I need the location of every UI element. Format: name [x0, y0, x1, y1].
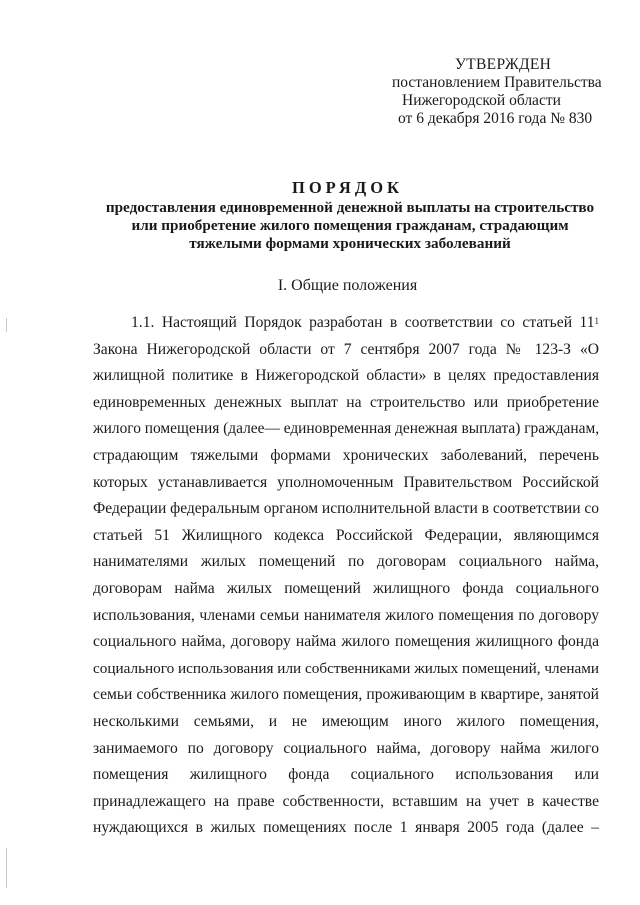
approval-line: постановлением Правительства	[392, 74, 602, 91]
approval-line: Нижегородской области	[402, 92, 561, 109]
paragraph-line: нанимателями жилых помещений по договорам социального найма,	[93, 553, 599, 571]
paragraph-line: принадлежащего на праве собственности, вставшим на учет в качестве	[93, 792, 599, 810]
subtitle-line: предоставления единовременной денежной выплаты на строительство	[105, 199, 595, 216]
paragraph-line: социального найма, договору найма жилого помещения жилищного фонда	[93, 633, 599, 651]
paragraph-line: использования, членами семьи нанимателя жилого помещения по договору	[93, 606, 599, 624]
paragraph-line: статьей 51 Жилищного кодекса Российской Федерации, являющимся	[93, 526, 599, 544]
paragraph-line: Закона Нижегородской области от 7 сентября 2007 года № 123-З «О	[93, 340, 599, 358]
footnote-superscript: 1	[594, 316, 599, 326]
paragraph-line: договорам найма жилых помещений жилищного фонда социального	[93, 579, 599, 597]
paragraph-line: занимаемого по договору социального найма, договору найма жилого	[93, 739, 599, 757]
paragraph-body	[93, 310, 599, 842]
section-heading: I. Общие положения	[277, 277, 418, 294]
approval-line: от 6 декабря 2016 года № 830	[398, 110, 593, 127]
scan-margin-mark	[6, 318, 7, 332]
paragraph-line: помещения жилищного фонда социального использования или	[93, 766, 599, 784]
scan-margin-mark	[6, 848, 7, 888]
paragraph-line	[93, 310, 599, 337]
paragraph-line: страдающим тяжелыми формами хронических заболеваний, перечень	[93, 446, 599, 464]
paragraph-line: социального использования или собственниками жилых помещений, членами	[93, 659, 599, 677]
paragraph-line: нуждающихся в жилых помещениях после 1 января 2005 года (далее –	[93, 819, 599, 837]
paragraph-line: несколькими семьями, и не имеющим иного жилого помещения,	[93, 712, 599, 730]
approval-title: УТВЕРЖДЕН	[455, 56, 552, 73]
approval-stamp	[392, 56, 612, 128]
document-title: ПОРЯДОК	[292, 178, 403, 197]
paragraph-line: которых устанавливается уполномоченным Правительством Российской	[93, 473, 599, 491]
subtitle-line: или приобретение жилого помещения гражданам, страдающим	[131, 217, 569, 234]
paragraph-line: единовременных денежных выплат на строительство или приобретение	[93, 393, 599, 411]
paragraph-line: семьи собственника жилого помещения, проживающим в квартире, занятой	[93, 686, 599, 704]
paragraph-first-text: 1.1. Настоящий Порядок разработан в соответствии со статьей 11	[131, 314, 595, 331]
document-subtitle	[100, 199, 600, 253]
paragraph-line: жилищной политике в Нижегородской области» в целях предоставления	[93, 367, 599, 385]
subtitle-line: тяжелыми формами хронических заболеваний	[189, 235, 511, 252]
paragraph-line: Федерации федеральным органом исполнительной власти в соответствии со	[93, 500, 600, 518]
paragraph-line: жилого помещения (далее— единовременная денежная выплата) гражданам,	[93, 420, 600, 438]
